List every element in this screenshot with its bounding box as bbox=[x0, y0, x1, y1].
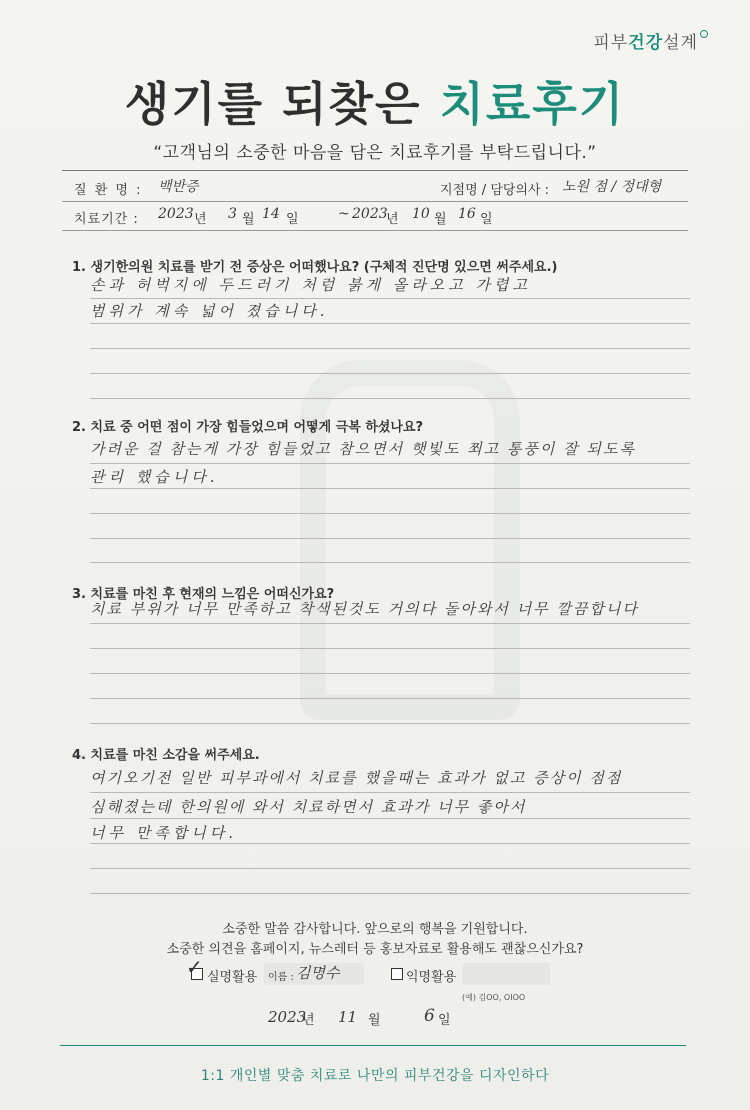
answer-line bbox=[90, 398, 690, 399]
date-month-unit: 월 bbox=[368, 1013, 381, 1028]
start-month: 3 bbox=[228, 206, 237, 222]
answer-line bbox=[90, 463, 690, 464]
end-month: 10 bbox=[412, 206, 430, 222]
question-4: 4. 치료를 마친 소감을 써주세요. bbox=[72, 748, 260, 763]
name-label: 이름 : bbox=[268, 972, 294, 983]
answer-line bbox=[90, 818, 690, 819]
answer-4-line-1: 여기오기전 일반 피부과에서 치료를 했을때는 효과가 없고 증상이 점점 bbox=[90, 769, 623, 787]
date-year: 2023 bbox=[268, 1008, 307, 1026]
brand-suffix: 설계 bbox=[663, 33, 698, 53]
answer-line bbox=[90, 538, 690, 539]
info-row-disease bbox=[62, 170, 688, 202]
answer-1-line-1: 손과 허벅지에 두드러기 처럼 붉게 올라오고 가렵고 bbox=[90, 276, 531, 294]
anonymous-checkbox[interactable] bbox=[391, 968, 403, 980]
answer-line bbox=[90, 843, 690, 844]
end-day: 16 bbox=[458, 206, 476, 222]
answer-line bbox=[90, 298, 690, 299]
page-subtitle: “고객님의 소중한 마음을 담은 치료후기를 부탁드립니다.” bbox=[153, 143, 597, 163]
date-year-unit: 년 bbox=[302, 1013, 315, 1028]
date-month: 11 bbox=[338, 1008, 358, 1026]
start-year-unit: 년 bbox=[194, 212, 207, 227]
page-title bbox=[0, 68, 750, 134]
answer-4-line-2: 심해졌는데 한의원에 와서 치료하면서 효과가 너무 좋아서 bbox=[90, 798, 527, 816]
real-name-option: 실명활용 bbox=[207, 970, 258, 985]
answer-line bbox=[90, 868, 690, 869]
footer-divider bbox=[60, 1045, 686, 1046]
disease-label: 질 환 명 : bbox=[74, 183, 143, 198]
answer-line bbox=[90, 513, 690, 514]
brand-highlight: 건강 bbox=[628, 33, 664, 53]
answer-line bbox=[90, 488, 690, 489]
answer-line bbox=[90, 373, 690, 374]
answer-line bbox=[90, 893, 690, 894]
start-day: 14 bbox=[262, 206, 280, 222]
brand-dot-icon bbox=[700, 30, 708, 38]
background-watermark bbox=[300, 360, 520, 720]
closing-thanks: 소중한 말씀 감사합니다. 앞으로의 행복을 기원합니다. bbox=[222, 922, 528, 937]
answer-2-line-1: 가려운 걸 참는게 가장 힘들었고 참으면서 햇빛도 쬐고 통풍이 잘 되도록 bbox=[90, 440, 636, 458]
name-value: 김명수 bbox=[296, 964, 340, 982]
brand-logo bbox=[593, 28, 708, 53]
question-3: 3. 치료를 마친 후 현재의 느낌은 어떠신가요? bbox=[72, 587, 335, 602]
date-day: 6 bbox=[424, 1006, 435, 1026]
start-day-unit: 일 bbox=[286, 212, 299, 227]
branch-value: 노원 점 / 정대형 bbox=[562, 179, 662, 195]
answer-line bbox=[90, 792, 690, 793]
end-month-unit: 월 bbox=[434, 212, 447, 227]
answer-line bbox=[90, 348, 690, 349]
answer-line bbox=[90, 562, 690, 563]
closing-consent-question: 소중한 의견을 홈페이지, 뉴스레터 등 홍보자료로 활용해도 괜찮으신가요? bbox=[166, 942, 584, 957]
answer-line bbox=[90, 648, 690, 649]
period-tilde: ~ bbox=[338, 206, 350, 222]
example-note: (예) 김OO, OIOO bbox=[462, 993, 526, 1002]
question-2: 2. 치료 중 어떤 점이 가장 힘들었으며 어떻게 극복 하셨나요? bbox=[72, 420, 424, 435]
period-label: 치료기간 : bbox=[74, 212, 139, 227]
answer-4-line-3: 너무 만족합니다. bbox=[90, 824, 237, 842]
question-1: 1. 생기한의원 치료를 받기 전 증상은 어떠했나요? (구체적 진단명 있으면 써주세요.) bbox=[72, 260, 558, 275]
start-month-unit: 월 bbox=[242, 212, 255, 227]
end-year-unit: 년 bbox=[386, 212, 399, 227]
answer-line bbox=[90, 623, 690, 624]
branch-label: 지점명 / 담당의사 : bbox=[440, 183, 550, 198]
answer-line bbox=[90, 723, 690, 724]
anonymous-option: 익명활용 bbox=[406, 970, 457, 985]
answer-line bbox=[90, 673, 690, 674]
answer-line bbox=[90, 698, 690, 699]
date-day-unit: 일 bbox=[438, 1013, 451, 1028]
footer-slogan: 1:1 개인별 맞춤 치료로 나만의 피부건강을 디자인하다 bbox=[200, 1068, 550, 1084]
title-main: 생기를 되찾은 bbox=[124, 77, 440, 131]
anonymous-field-box bbox=[462, 963, 550, 985]
answer-3-line-1: 치료 부위가 너무 만족하고 착색된것도 거의다 돌아와서 너무 깔끔합니다 bbox=[90, 600, 639, 618]
info-row-period bbox=[62, 200, 688, 231]
title-accent: 치료후기 bbox=[439, 77, 626, 131]
start-year: 2023 bbox=[158, 206, 194, 222]
answer-line bbox=[90, 323, 690, 324]
end-year: 2023 bbox=[352, 206, 388, 222]
disease-value: 백반증 bbox=[158, 179, 199, 195]
end-day-unit: 일 bbox=[480, 212, 493, 227]
brand-prefix: 피부 bbox=[593, 33, 629, 53]
answer-2-line-2: 관리 했습니다. bbox=[90, 468, 219, 486]
check-mark-icon: ✓ bbox=[186, 955, 203, 979]
answer-1-line-2: 범위가 계속 넓어 졌습니다. bbox=[90, 302, 329, 320]
